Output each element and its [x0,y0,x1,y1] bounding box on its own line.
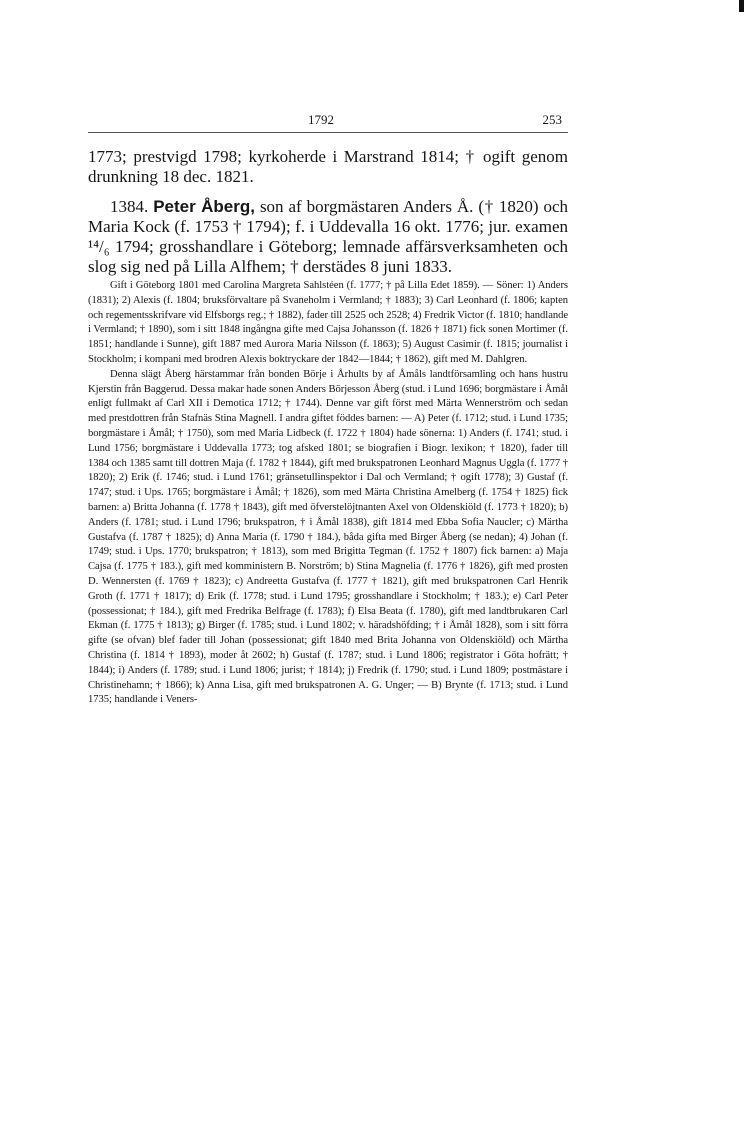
entry-text: son af borgmästaren Anders Å. († 1820) och Maria Kock (f. 1753 † 1794); f. i Uddevalla 16 okt. 1776; jur. examen ¹⁴/₆ 1794; grosshandlare i Göteborg; lemnade affärsverksamheten och slog sig ned på Lilla Alfhem; † derstädes 8 juni 1833. [88,197,569,276]
marriage-paragraph: Gift i Göteborg 1801 med Carolina Margreta Sahlstéen (f. 1777; † på Lilla Edet 1859). — Söner: 1) Anders (1831); 2) Alexis (f. 1804; bruksförvaltare på Svaneholm i Vermland; † 1883); 3) Carl Leonhard (f. 1806; kapten och regementsskrifvare vid Elfsborgs reg.; † 1882), fader till 2525 och 2528; 4) Fredrik Victor (f. 1810; handlande i Vermland; † 1890), som i sitt 1848 ingångna gifte med Cajsa Johansson (f. 1826 † 1871) fick sonen Mortimer (f. 1851; handlande i Sunne), gift 1887 med Aurora Maria Nilsson (f. 1863); 5) August Casimir (f. 1815; journalist i Stockholm; i kompani med brodren Alexis boktryckare der 1842—1844; † 1862), gift med M. Dahlgren. [88,280,568,365]
edge-mark [739,0,744,12]
lead-section [88,147,568,277]
entry-number: 1384. [110,197,149,216]
page-number: 253 [542,112,562,127]
family-history-paragraph: Denna slägt Åberg härstammar från bonden Börje i Århults by af Åmåls landtförsamling och hans hustru Kjerstin från Baggerud. Dessa makar hade sonen Anders Börjesson Åberg (stud. i Lund 1696; borgmästare i Åmål enligt fullmakt af Carl XII i Demotica 1712; † 1744). Denne var gift först med Märta Wennerström och sedan med prestdottren från Stafnäs Stina Magnell. I andra giftet föddes barnen: — A) Peter (f. 1712; stud. i Lund 1735; borgmästare i Åmål; † 1750), som med Maria Lidbeck (f. 1722 † 1804) hade sönerna: 1) Anders (f. 1741; stud. i Lund 1756; borgmästare i Uddevalla 1773; tog afsked 1801; se biografien i Biogr. lexikon; † 1820), fader till 1384 och 1385 samt till dottren Maja (f. 1782 † 1844), gift med brukspatronen Leonhard Magnus Uggla (f. 1777 † 1820); 2) Erik (f. 1746; stud. i Lund 1761; gränsetullinspektor i Dal och Vermland; † ogift 1778); 3) Gustaf (f. 1747; stud. i Ups. 1765; borgmästare i Åmål; † 1826), som med Märta Christina Amelberg (f. 1754 † 1825) fick barnen: a) Britta Johanna (f. 1778 † 1843), gift med öfverstelöjtnanten Axel von Oldenskiöld (f. 1773 † 1820); b) Anders (f. 1781; stud. i Lund 1796; brukspatron, † i Åmål 1838), gift 1814 med Ebba Sofia Naucler; c) Märtha Gustafva (f. 1787 † 1825); d) Anna Maria (f. 1790 † 184.), båda gifta med Birger Åberg (se nedan); 4) Johan (f. 1749; stud. i Ups. 1770; brukspatron; † 1813), som med Brigitta Tegman (f. 1752 † 1807) fick barnen: a) Maja Cajsa (f. 1775 † 183.), gift med komministern B. Norström; b) Stina Magnelia (f. 1776 † 1826), gift med prosten D. Wennersten (f. 1769 † 1823); c) Andreetta Gustafva (f. 1777 † 1821), gift med brukspatronen Carl Henrik Groth (f. 1771 † 1817); d) Erik (f. 1778; stud. i Lund 1795; grosshandlare i Stockholm; † 183.); e) Carl Peter (possessionat; † 184.), gift med Fredrika Belfrage (f. 1783); f) Elsa Beata (f. 1780), gift med landtbrukaren Carl Ekman (f. 1775 † 1813); g) Birger (f. 1785; stud. i Lund 1802; v. häradshöfding; † i Åmål 1828), som i sitt förra gifte (se ofvan) blef fader till Johan (possessionat; gift 1840 med Brita Johanna von Oldenskiöld) och Märtha Christina (f. 1814 † 1893), moder åt 2602; h) Gustaf (f. 1787; stud. i Lund 1806; registrator i Göta hofrätt; † 1844); i) Anders (f. 1789; stud. i Lund 1806; jurist; † 1814); j) Fredrik (f. 1790; stud. i Lund 1809; postmästare i Christinehamn; † 1866); k) Anna Lisa, gift med brukspatronen A. G. Unger; — B) Brynte (f. 1713; stud. i Lund 1735; handlande i Veners- [88,368,568,706]
book-page [88,112,568,708]
header-year: 1792 [308,112,334,127]
page-header [88,112,568,133]
intro-paragraph: 1773; prestvigd 1798; kyrkoherde i Marstrand 1814; † ogift genom drunkning 18 dec. 1821. [88,147,568,186]
entry-name: Peter Åberg, [153,197,255,216]
small-print-section [88,279,568,708]
entry-paragraph [88,197,568,277]
